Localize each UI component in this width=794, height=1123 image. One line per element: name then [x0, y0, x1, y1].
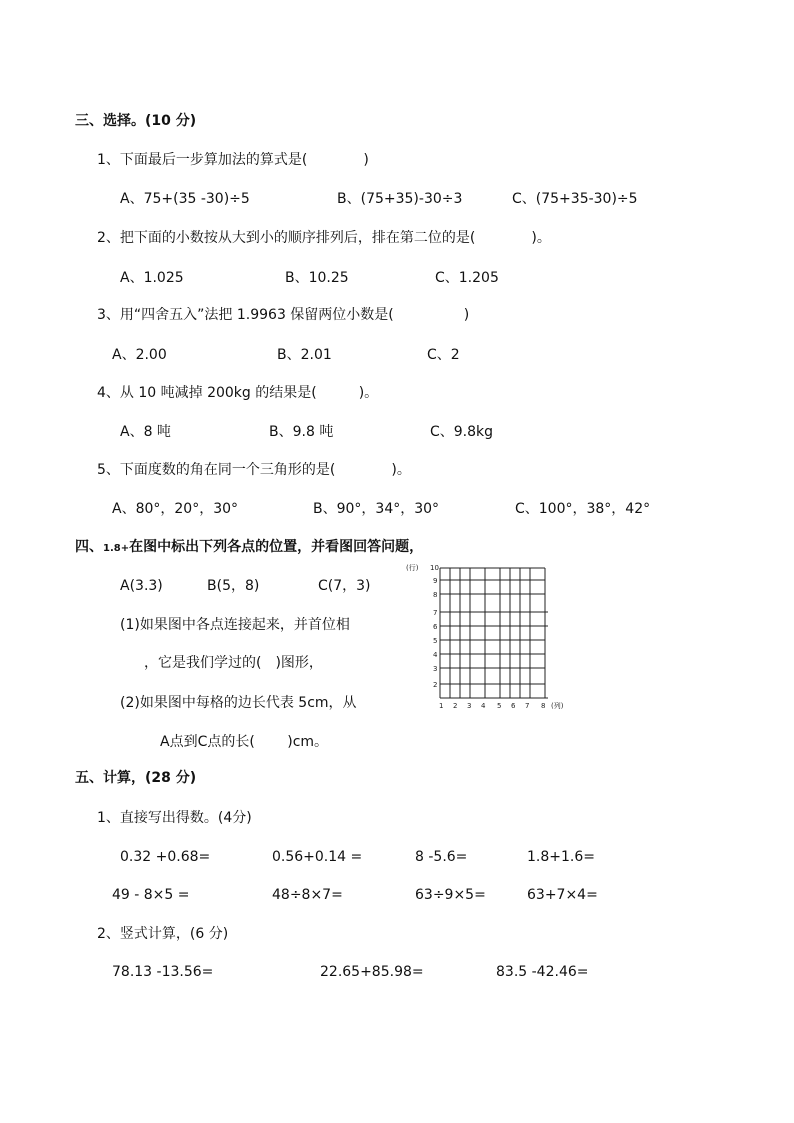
question-4: 4、从 10 吨减掉 200kg 的结果是( )。 [97, 385, 379, 401]
calc-item: 49 - 8×5 = [112, 887, 190, 903]
q1-option-c: C、(75+35-30)÷5 [512, 191, 638, 207]
point-b: B(5，8) [207, 578, 260, 594]
question-3: 3、用“四舍五入”法把 1.9963 保留两位小数是( ) [97, 307, 470, 323]
y-tick: 10 [430, 564, 439, 572]
s5-p1-title: 1、直接写出得数。(4分) [97, 810, 252, 826]
y-tick: 3 [433, 665, 438, 673]
grid-col-label: (列) [551, 702, 564, 710]
calc-item: 0.56+0.14 = [272, 849, 363, 865]
y-tick: 9 [433, 577, 438, 585]
q1-option-b: B、(75+35)-30÷3 [337, 191, 463, 207]
calc-item: 48÷8×7= [272, 887, 343, 903]
x-tick: 1 [439, 702, 444, 710]
section4-heading-rest: 在图中标出下列各点的位置，并看图回答问题， [129, 539, 424, 555]
coordinate-grid [405, 560, 585, 720]
q2-option-a: A、1.025 [120, 270, 184, 286]
section4-heading-small: 1.8+ [103, 543, 130, 554]
x-tick: 7 [525, 702, 530, 710]
q2-option-b: B、10.25 [285, 270, 349, 286]
s4-q1-line1: (1)如果图中各点连接起来，并首位相 [120, 617, 350, 633]
calc-item: 8 -5.6= [415, 849, 468, 865]
s4-q2-line2: A点到C点的长( )cm。 [160, 734, 329, 750]
section5-heading: 五、计算，(28 分) [75, 770, 197, 786]
vertical-calc-item: 78.13 -13.56= [112, 964, 214, 980]
x-tick: 3 [467, 702, 472, 710]
x-tick: 8 [541, 702, 546, 710]
calc-item: 1.8+1.6= [527, 849, 595, 865]
x-tick: 5 [497, 702, 502, 710]
question-2: 2、把下面的小数按从大到小的顺序排列后，排在第二位的是( )。 [97, 230, 551, 246]
x-tick: 4 [481, 702, 486, 710]
q5-option-b: B、90°，34°，30° [313, 501, 440, 517]
calc-item: 0.32 +0.68= [120, 849, 211, 865]
q3-option-a: A、2.00 [112, 347, 167, 363]
q4-option-c: C、9.8kg [430, 424, 494, 440]
section4-heading [75, 539, 423, 557]
s4-q1-line2: ，它是我们学过的( )图形， [144, 655, 323, 671]
y-tick: 7 [433, 609, 438, 617]
q5-option-c: C、100°，38°，42° [515, 501, 651, 517]
y-tick: 8 [433, 591, 438, 599]
y-tick: 2 [433, 681, 438, 689]
y-tick: 5 [433, 637, 438, 645]
section4-heading-prefix: 四、 [75, 539, 103, 555]
s5-p2-title: 2、竖式计算，(6 分) [97, 926, 229, 942]
vertical-calc-item: 83.5 -42.46= [496, 964, 589, 980]
section3-heading: 三、选择。(10 分) [75, 113, 197, 129]
y-tick: 4 [433, 651, 438, 659]
point-c: C(7，3) [318, 578, 371, 594]
grid-lines [440, 568, 548, 698]
q4-option-b: B、9.8 吨 [269, 424, 334, 440]
calc-item: 63+7×4= [527, 887, 598, 903]
q2-option-c: C、1.205 [435, 270, 499, 286]
q4-option-a: A、8 吨 [120, 424, 171, 440]
point-a: A(3.3) [120, 578, 163, 594]
q3-option-b: B、2.01 [277, 347, 332, 363]
q1-option-a: A、75+(35 -30)÷5 [120, 191, 250, 207]
question-5: 5、下面度数的角在同一个三角形的是( )。 [97, 462, 411, 478]
question-1: 1、下面最后一步算加法的算式是( ) [97, 152, 369, 168]
x-tick: 2 [453, 702, 458, 710]
vertical-calc-item: 22.65+85.98= [320, 964, 424, 980]
y-tick: 6 [433, 623, 438, 631]
x-tick: 6 [511, 702, 516, 710]
q3-option-c: C、2 [427, 347, 460, 363]
calc-item: 63÷9×5= [415, 887, 486, 903]
s4-q2-line1: (2)如果图中每格的边长代表 5cm，从 [120, 695, 357, 711]
q5-option-a: A、80°，20°，30° [112, 501, 239, 517]
grid-row-label: (行) [406, 564, 419, 572]
